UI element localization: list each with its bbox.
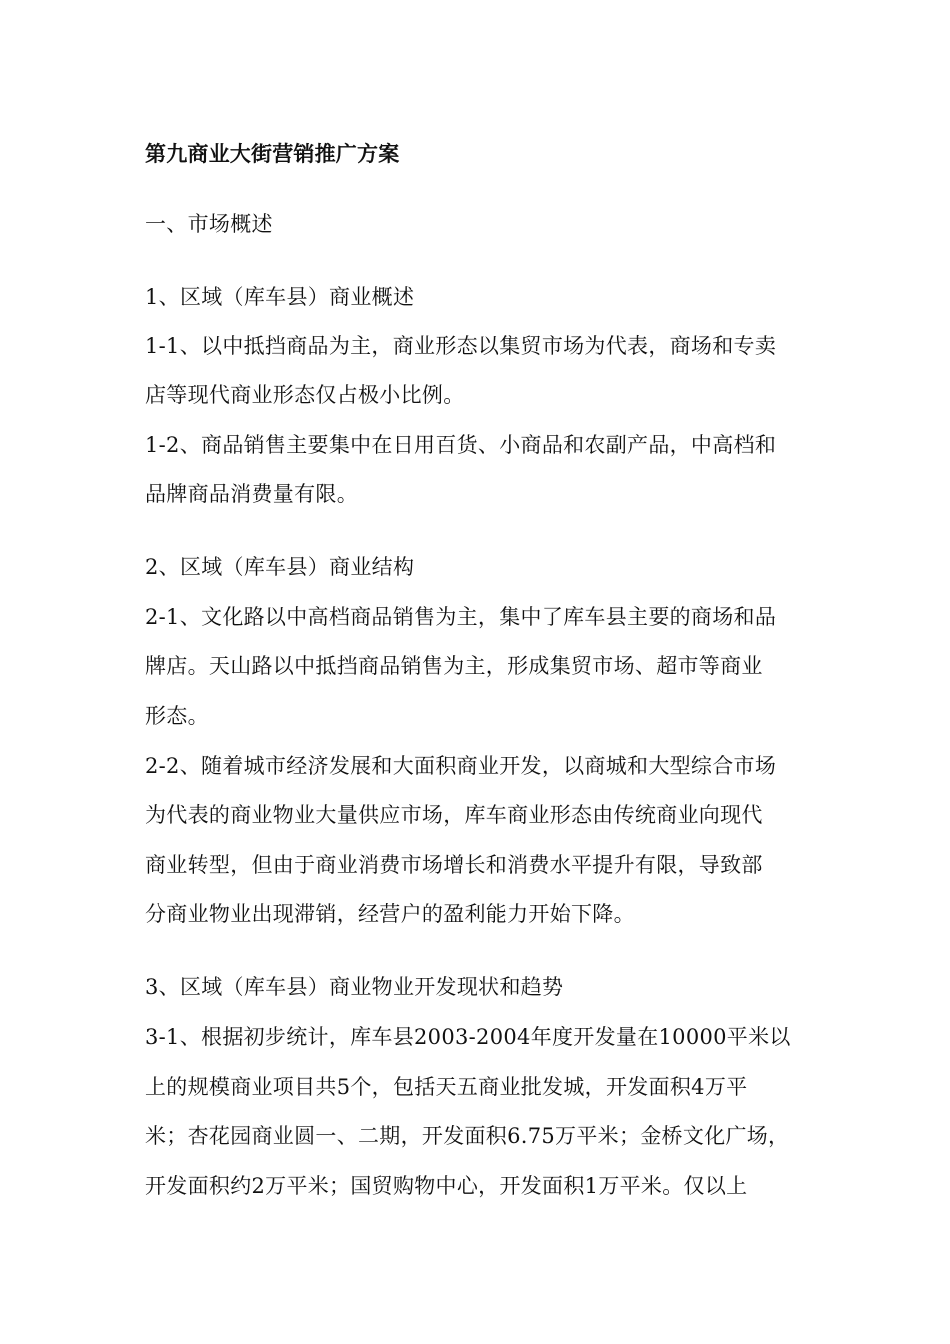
paragraph-line: 2-2、随着城市经济发展和大面积商业开发，以商城和大型综合市场 — [145, 754, 777, 778]
paragraph-line: 分商业物业出现滞销，经营户的盈利能力开始下降。 — [145, 902, 635, 926]
paragraph-line: 2-1、文化路以中高档商品销售为主，集中了库车县主要的商场和品 — [145, 605, 777, 629]
subsection-heading-1: 1、区域（库车县）商业概述 — [145, 285, 415, 309]
paragraph-line: 商业转型，但由于商业消费市场增长和消费水平提升有限，导致部 — [145, 853, 763, 877]
paragraph-line: 米；杏花园商业圆一、二期，开发面积6.75万平米；金桥文化广场， — [145, 1124, 790, 1148]
paragraph-line: 3-1、根据初步统计，库车县2003-2004年度开发量在10000平米以 — [145, 1025, 791, 1049]
subsection-heading-2: 2、区域（库车县）商业结构 — [145, 555, 415, 579]
paragraph-line: 开发面积约2万平米；国贸购物中心，开发面积1万平米。仅以上 — [145, 1174, 748, 1198]
paragraph-line: 形态。 — [145, 704, 209, 728]
paragraph-line: 品牌商品消费量有限。 — [145, 482, 358, 506]
paragraph-line: 为代表的商业物业大量供应市场，库车商业形态由传统商业向现代 — [145, 803, 763, 827]
paragraph-line: 1-2、商品销售主要集中在日用百货、小商品和农副产品，中高档和 — [145, 433, 777, 457]
paragraph-line: 1-1、以中抵挡商品为主，商业形态以集贸市场为代表，商场和专卖 — [145, 334, 777, 358]
section-heading-1: 一、市场概述 — [145, 212, 273, 236]
document-title: 第九商业大街营销推广方案 — [145, 141, 400, 166]
paragraph-line: 店等现代商业形态仅占极小比例。 — [145, 383, 465, 407]
paragraph-line: 上的规模商业项目共5个，包括天五商业批发城，开发面积4万平 — [145, 1075, 748, 1099]
subsection-heading-3: 3、区域（库车县）商业物业开发现状和趋势 — [145, 975, 564, 999]
paragraph-line: 牌店。天山路以中抵挡商品销售为主，形成集贸市场、超市等商业 — [145, 654, 763, 678]
